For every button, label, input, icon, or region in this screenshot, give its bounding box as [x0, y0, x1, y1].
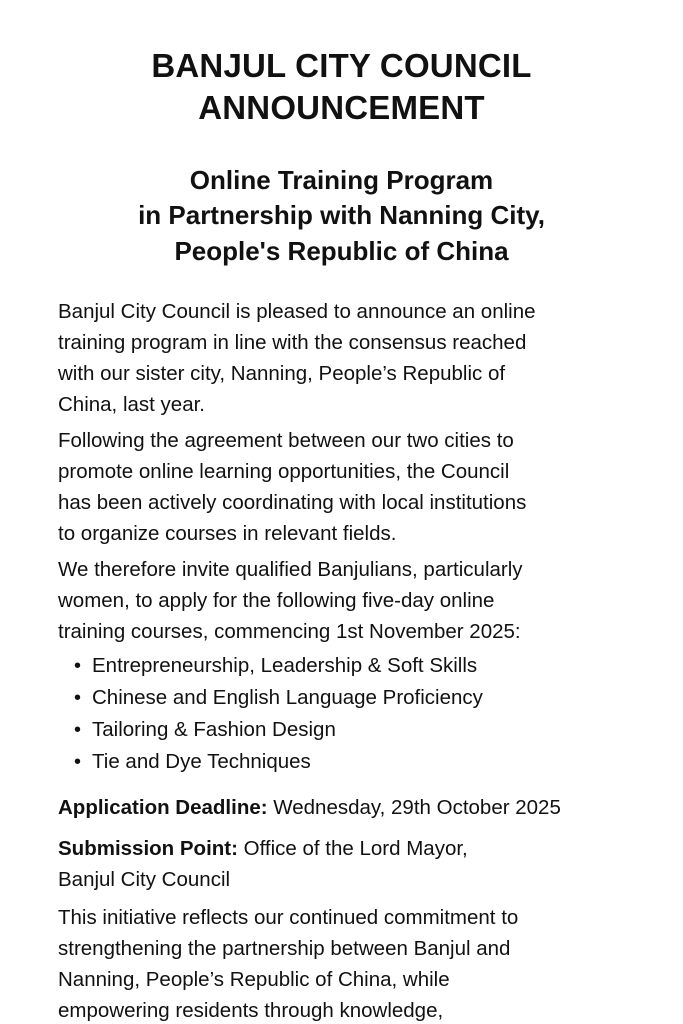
program-subtitle-line-2: in Partnership with Nanning City,	[138, 200, 545, 230]
agreement-paragraph: Following the agreement between our two cities to promote online learning opportunities, the Council has been actively coordinating with local institutions to organize courses in relevant fields.	[58, 429, 527, 545]
deadline-label: Application Deadline:	[58, 796, 268, 819]
bullet-icon: •	[74, 687, 82, 709]
submission-value-line-2: Banjul City Council	[58, 868, 231, 891]
intro-paragraph: Banjul City Council is pleased to announce an online training program in line with the consensus reached with our sister city, Nanning, People’s Republic of China, last year.	[58, 300, 536, 416]
course-name: Chinese and English Language Proficiency	[92, 686, 483, 709]
commitment-paragraph: This initiative reflects our continued commitment to strengthening the partnership between Banjul and Nanning, People’s Republic of China, while empowering residents through knowledge,	[58, 906, 519, 1022]
list-item	[74, 746, 654, 778]
list-item	[74, 650, 654, 682]
bullet-icon: •	[74, 719, 82, 741]
bullet-icon: •	[74, 655, 82, 677]
list-item	[74, 682, 654, 714]
announcement-title-line-2: ANNOUNCEMENT	[198, 89, 485, 126]
list-item	[74, 714, 654, 746]
deadline-value: Wednesday, 29th October 2025	[267, 796, 561, 819]
bullet-icon: •	[74, 751, 82, 773]
course-name: Tailoring & Fashion Design	[92, 718, 336, 741]
submission-label: Submission Point:	[58, 837, 238, 860]
submission-value-line-1: Office of the Lord Mayor,	[237, 837, 468, 860]
submission-point	[58, 833, 668, 895]
announcement-title-line-1: BANJUL CITY COUNCIL	[151, 47, 532, 84]
program-subtitle-line-3: People's Republic of China	[174, 236, 509, 266]
invitation-paragraph: We therefore invite qualified Banjulians, particularly women, to apply for the following five-day online training courses, commencing 1st November 2025:	[58, 558, 523, 643]
course-list	[74, 650, 654, 778]
program-subtitle-line-1: Online Training Program	[189, 165, 494, 195]
course-name: Tie and Dye Techniques	[92, 750, 311, 773]
application-deadline	[58, 792, 668, 823]
course-name: Entrepreneurship, Leadership & Soft Skills	[92, 654, 478, 677]
